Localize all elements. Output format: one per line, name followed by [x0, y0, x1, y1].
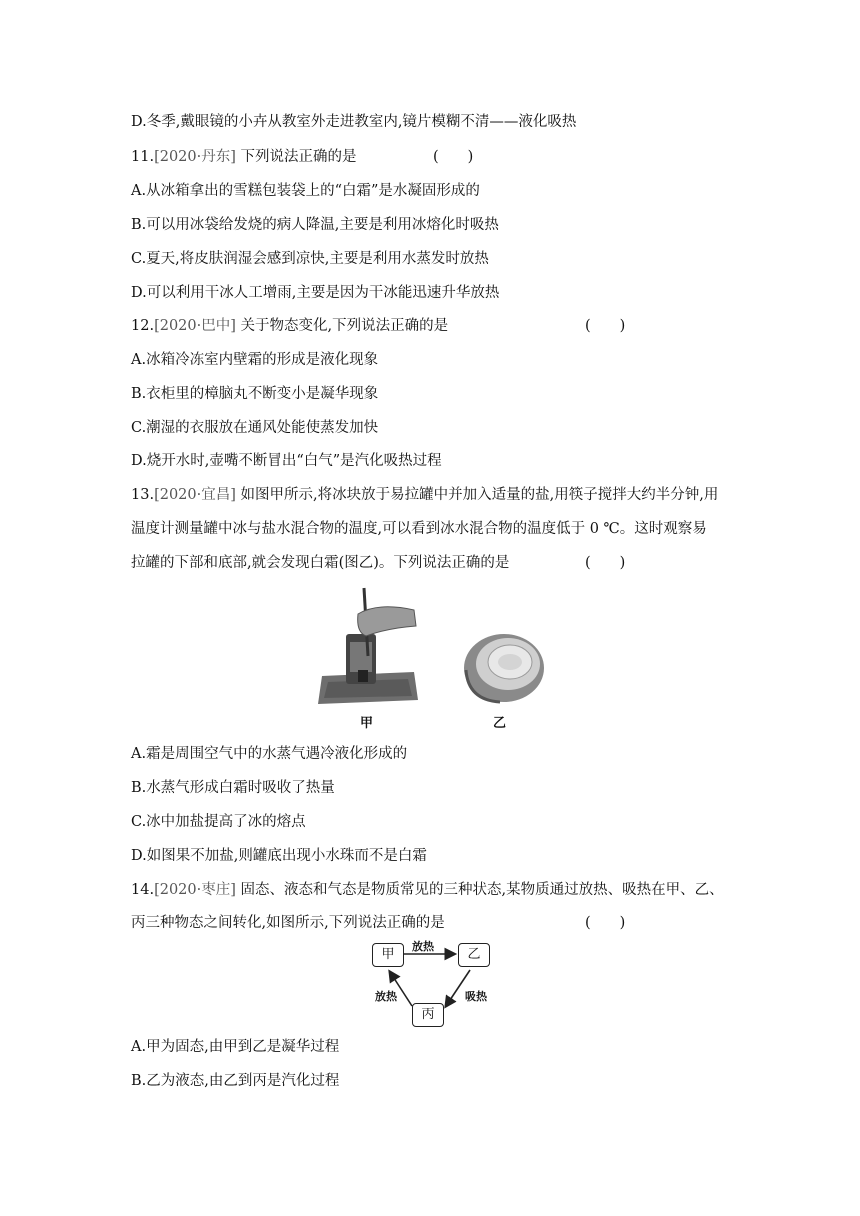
q12-option-b: B.衣柜里的樟脑丸不断变小是凝华现象 [131, 386, 379, 402]
q14-stem-line1 [131, 880, 724, 900]
q12-stem [131, 316, 448, 336]
q13-source: [2020·宜昌] [154, 487, 236, 503]
q14-option-a: A.甲为固态,由甲到乙是凝华过程 [131, 1039, 340, 1055]
q13-figure-yi-photo [460, 630, 546, 704]
q14-answer-paren: ( ) [585, 915, 626, 931]
q13-number: 13. [131, 487, 155, 503]
q14-state-bing: 丙 [412, 1003, 444, 1027]
q14-label-yi-to-bing: 吸热 [465, 990, 487, 1003]
q11-question: 下列说法正确的是 [240, 149, 357, 165]
q12-question: 关于物态变化,下列说法正确的是 [240, 318, 449, 334]
q13-stem-line1 [131, 485, 718, 505]
q13-question-1: 如图甲所示,将冰块放于易拉罐中并加入适量的盐,用筷子搅拌大约半分钟,用 [240, 487, 719, 503]
q13-option-d: D.如图果不加盐,则罐底出现小水珠而不是白霜 [131, 848, 427, 864]
q13-figure-jia-photo [318, 584, 418, 708]
q12-option-d: D.烧开水时,壶嘴不断冒出“白气”是汽化吸热过程 [131, 453, 442, 469]
q13-figure-label-jia: 甲 [360, 716, 374, 731]
q14-source: [2020·枣庄] [154, 882, 236, 898]
q11-stem [131, 147, 357, 167]
q14-number: 14. [131, 882, 155, 898]
q14-state-jia: 甲 [372, 943, 404, 967]
q13-option-a: A.霜是周围空气中的水蒸气遇冷液化形成的 [131, 746, 408, 762]
q11-option-b: B.可以用冰袋给发烧的病人降温,主要是利用冰熔化时吸热 [131, 217, 499, 233]
q12-answer-paren: ( ) [585, 318, 626, 334]
q14-label-bing-to-jia: 放热 [375, 990, 397, 1003]
q12-number: 12. [131, 318, 155, 334]
q12-source: [2020·巴中] [154, 318, 236, 334]
q13-answer-paren: ( ) [585, 555, 626, 571]
q13-option-b: B.水蒸气形成白霜时吸收了热量 [131, 780, 335, 796]
q11-number: 11. [131, 149, 155, 165]
q11-answer-paren: ( ) [433, 149, 474, 165]
q14-question-1: 固态、液态和气态是物质常见的三种状态,某物质通过放热、吸热在甲、乙、 [240, 882, 724, 898]
q14-state-yi: 乙 [458, 943, 490, 967]
q10-option-d: D.冬季,戴眼镜的小卉从教室外走进教室内,镜片模糊不清——液化吸热 [131, 114, 577, 130]
q14-option-b: B.乙为液态,由乙到丙是汽化过程 [131, 1073, 340, 1089]
q12-option-a: A.冰箱冷冻室内壁霜的形成是液化现象 [131, 352, 379, 368]
q13-figure-label-yi: 乙 [493, 716, 507, 731]
q11-option-a: A.从冰箱拿出的雪糕包装袋上的“白霜”是水凝固形成的 [131, 183, 480, 199]
q12-option-c: C.潮湿的衣服放在通风处能使蒸发加快 [131, 420, 379, 436]
q14-label-jia-to-yi: 放热 [412, 940, 434, 953]
q13-stem-line3: 拉罐的下部和底部,就会发现白霜(图乙)。下列说法正确的是 [131, 555, 510, 571]
q11-option-d: D.可以利用干冰人工增雨,主要是因为干冰能迅速升华放热 [131, 285, 500, 301]
q14-stem-line2: 丙三种物态之间转化,如图所示,下列说法正确的是 [131, 915, 445, 931]
q13-stem-line2: 温度计测量罐中冰与盐水混合物的温度,可以看到冰水混合物的温度低于 0 ℃。这时观察易 [131, 521, 707, 537]
q11-option-c: C.夏天,将皮肤润湿会感到凉快,主要是利用水蒸发时放热 [131, 251, 489, 267]
q13-option-c: C.冰中加盐提高了冰的熔点 [131, 814, 306, 830]
q11-source: [2020·丹东] [154, 149, 236, 165]
